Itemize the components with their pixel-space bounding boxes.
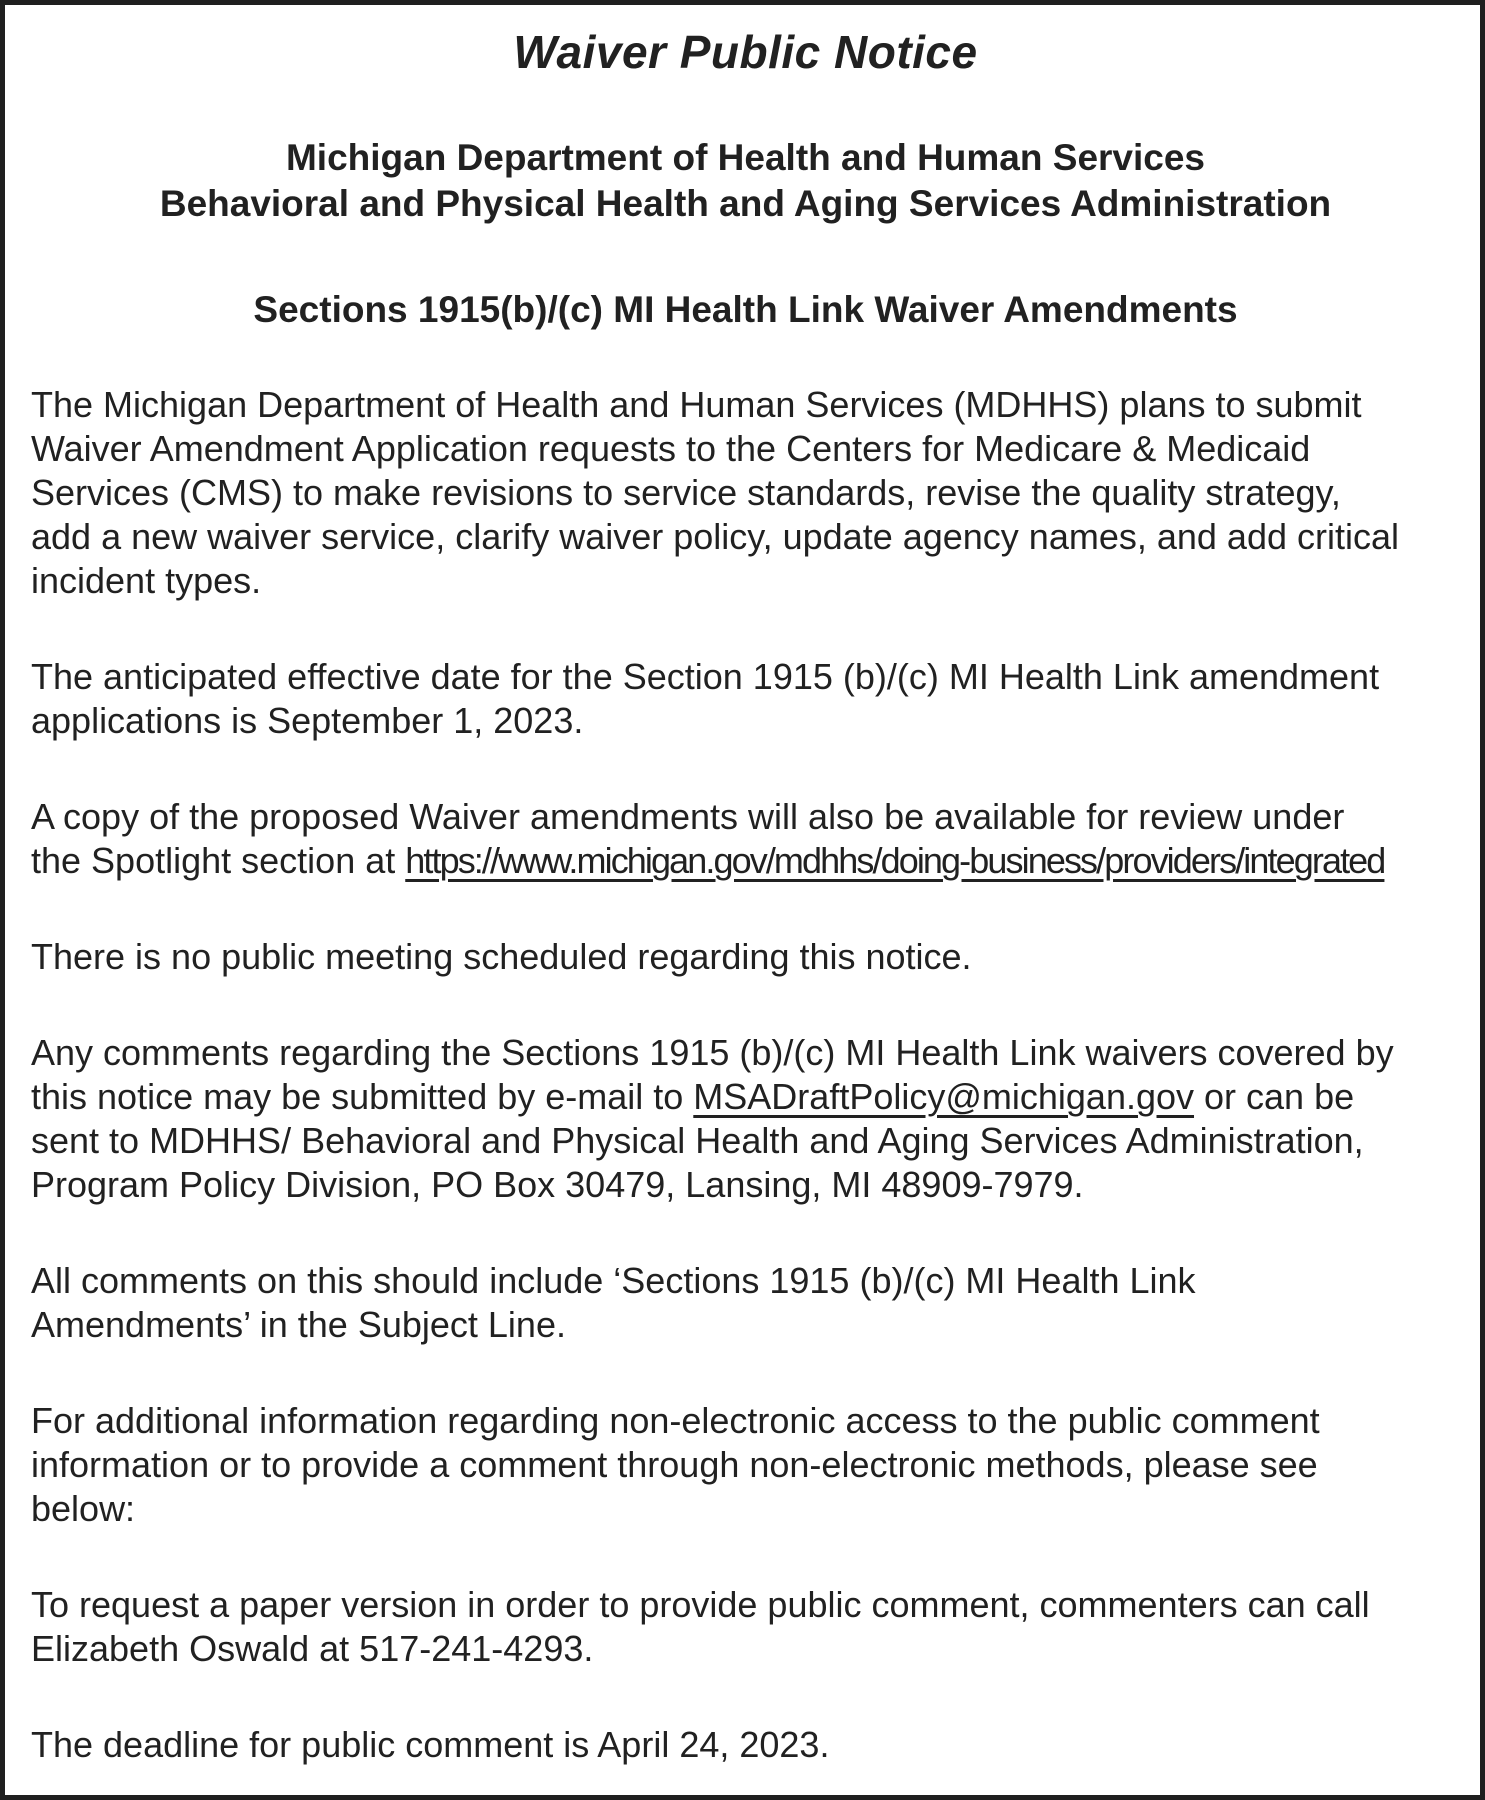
notice-body (31, 383, 1460, 1767)
org-name-line2: Behavioral and Physical Health and Aging Services Administration (159, 183, 1332, 224)
text-line: Program Policy Division, PO Box 30479, Lansing, MI 48909-7979. (31, 1164, 1084, 1205)
paragraph-subject-line (31, 1259, 1460, 1347)
paragraph-deadline (31, 1723, 1460, 1767)
text-line: sent to MDHHS/ Behavioral and Physical Health and Aging Services Administration, (31, 1120, 1364, 1161)
text-line: applications is September 1, 2023. (31, 700, 584, 741)
text-line: All comments on this should include ‘Sections 1915 (b)/(c) MI Health Link (31, 1260, 1196, 1301)
email-link-follow-on: or can be (1194, 1076, 1355, 1117)
text-line: information or to provide a comment through non-electronic methods, please see (31, 1444, 1318, 1485)
paragraph-comments (31, 1031, 1460, 1207)
paragraph-overview (31, 383, 1460, 603)
spotlight-url-link[interactable]: https://www.michigan.gov/mdhhs/doing-business/providers/integrated (405, 840, 1385, 881)
text-line: The Michigan Department of Health and Human Services (MDHHS) plans to submit (31, 384, 1362, 425)
text-line: To request a paper version in order to provide public comment, commenters can call (31, 1584, 1370, 1625)
text-line: add a new waiver service, clarify waiver policy, update agency names, and add critical (31, 516, 1399, 557)
text-line (31, 839, 1460, 883)
email-link[interactable]: MSADraftPolicy@michigan.gov (693, 1076, 1195, 1117)
section-heading: Sections 1915(b)/(c) MI Health Link Waiver Amendments (253, 289, 1238, 330)
org-name-block (31, 135, 1460, 227)
paragraph-spotlight (31, 795, 1460, 883)
text-line: For additional information regarding non-electronic access to the public comment (31, 1400, 1320, 1441)
text-line: Amendments’ in the Subject Line. (31, 1304, 566, 1345)
text-line: Elizabeth Oswald at 517-241-4293. (31, 1628, 594, 1669)
paragraph-paper-request (31, 1583, 1460, 1671)
page-title: Waiver Public Notice (513, 26, 978, 78)
text-line: incident types. (31, 560, 262, 601)
text-line: Services (CMS) to make revisions to service standards, revise the quality strategy, (31, 472, 1341, 513)
email-link-lead-in: this notice may be submitted by e-mail to (31, 1076, 694, 1117)
text-line: Any comments regarding the Sections 1915 (b)/(c) MI Health Link waivers covered by (31, 1032, 1394, 1073)
spotlight-link-lead-in: the Spotlight section at (31, 840, 406, 881)
org-name-line1: Michigan Department of Health and Human Services (285, 137, 1206, 178)
text-line: The deadline for public comment is April 24, 2023. (31, 1724, 830, 1765)
text-line: below: (31, 1488, 136, 1529)
paragraph-effective-date (31, 655, 1460, 743)
text-line (31, 1075, 1460, 1119)
paragraph-non-electronic (31, 1399, 1460, 1531)
text-line: Waiver Amendment Application requests to the Centers for Medicare & Medicaid (31, 428, 1311, 469)
text-line: The anticipated effective date for the Section 1915 (b)/(c) MI Health Link amendment (31, 656, 1380, 697)
text-line: A copy of the proposed Waiver amendments will also be available for review under (31, 796, 1345, 837)
paragraph-no-meeting (31, 935, 1460, 979)
text-line: There is no public meeting scheduled regarding this notice. (31, 936, 972, 977)
